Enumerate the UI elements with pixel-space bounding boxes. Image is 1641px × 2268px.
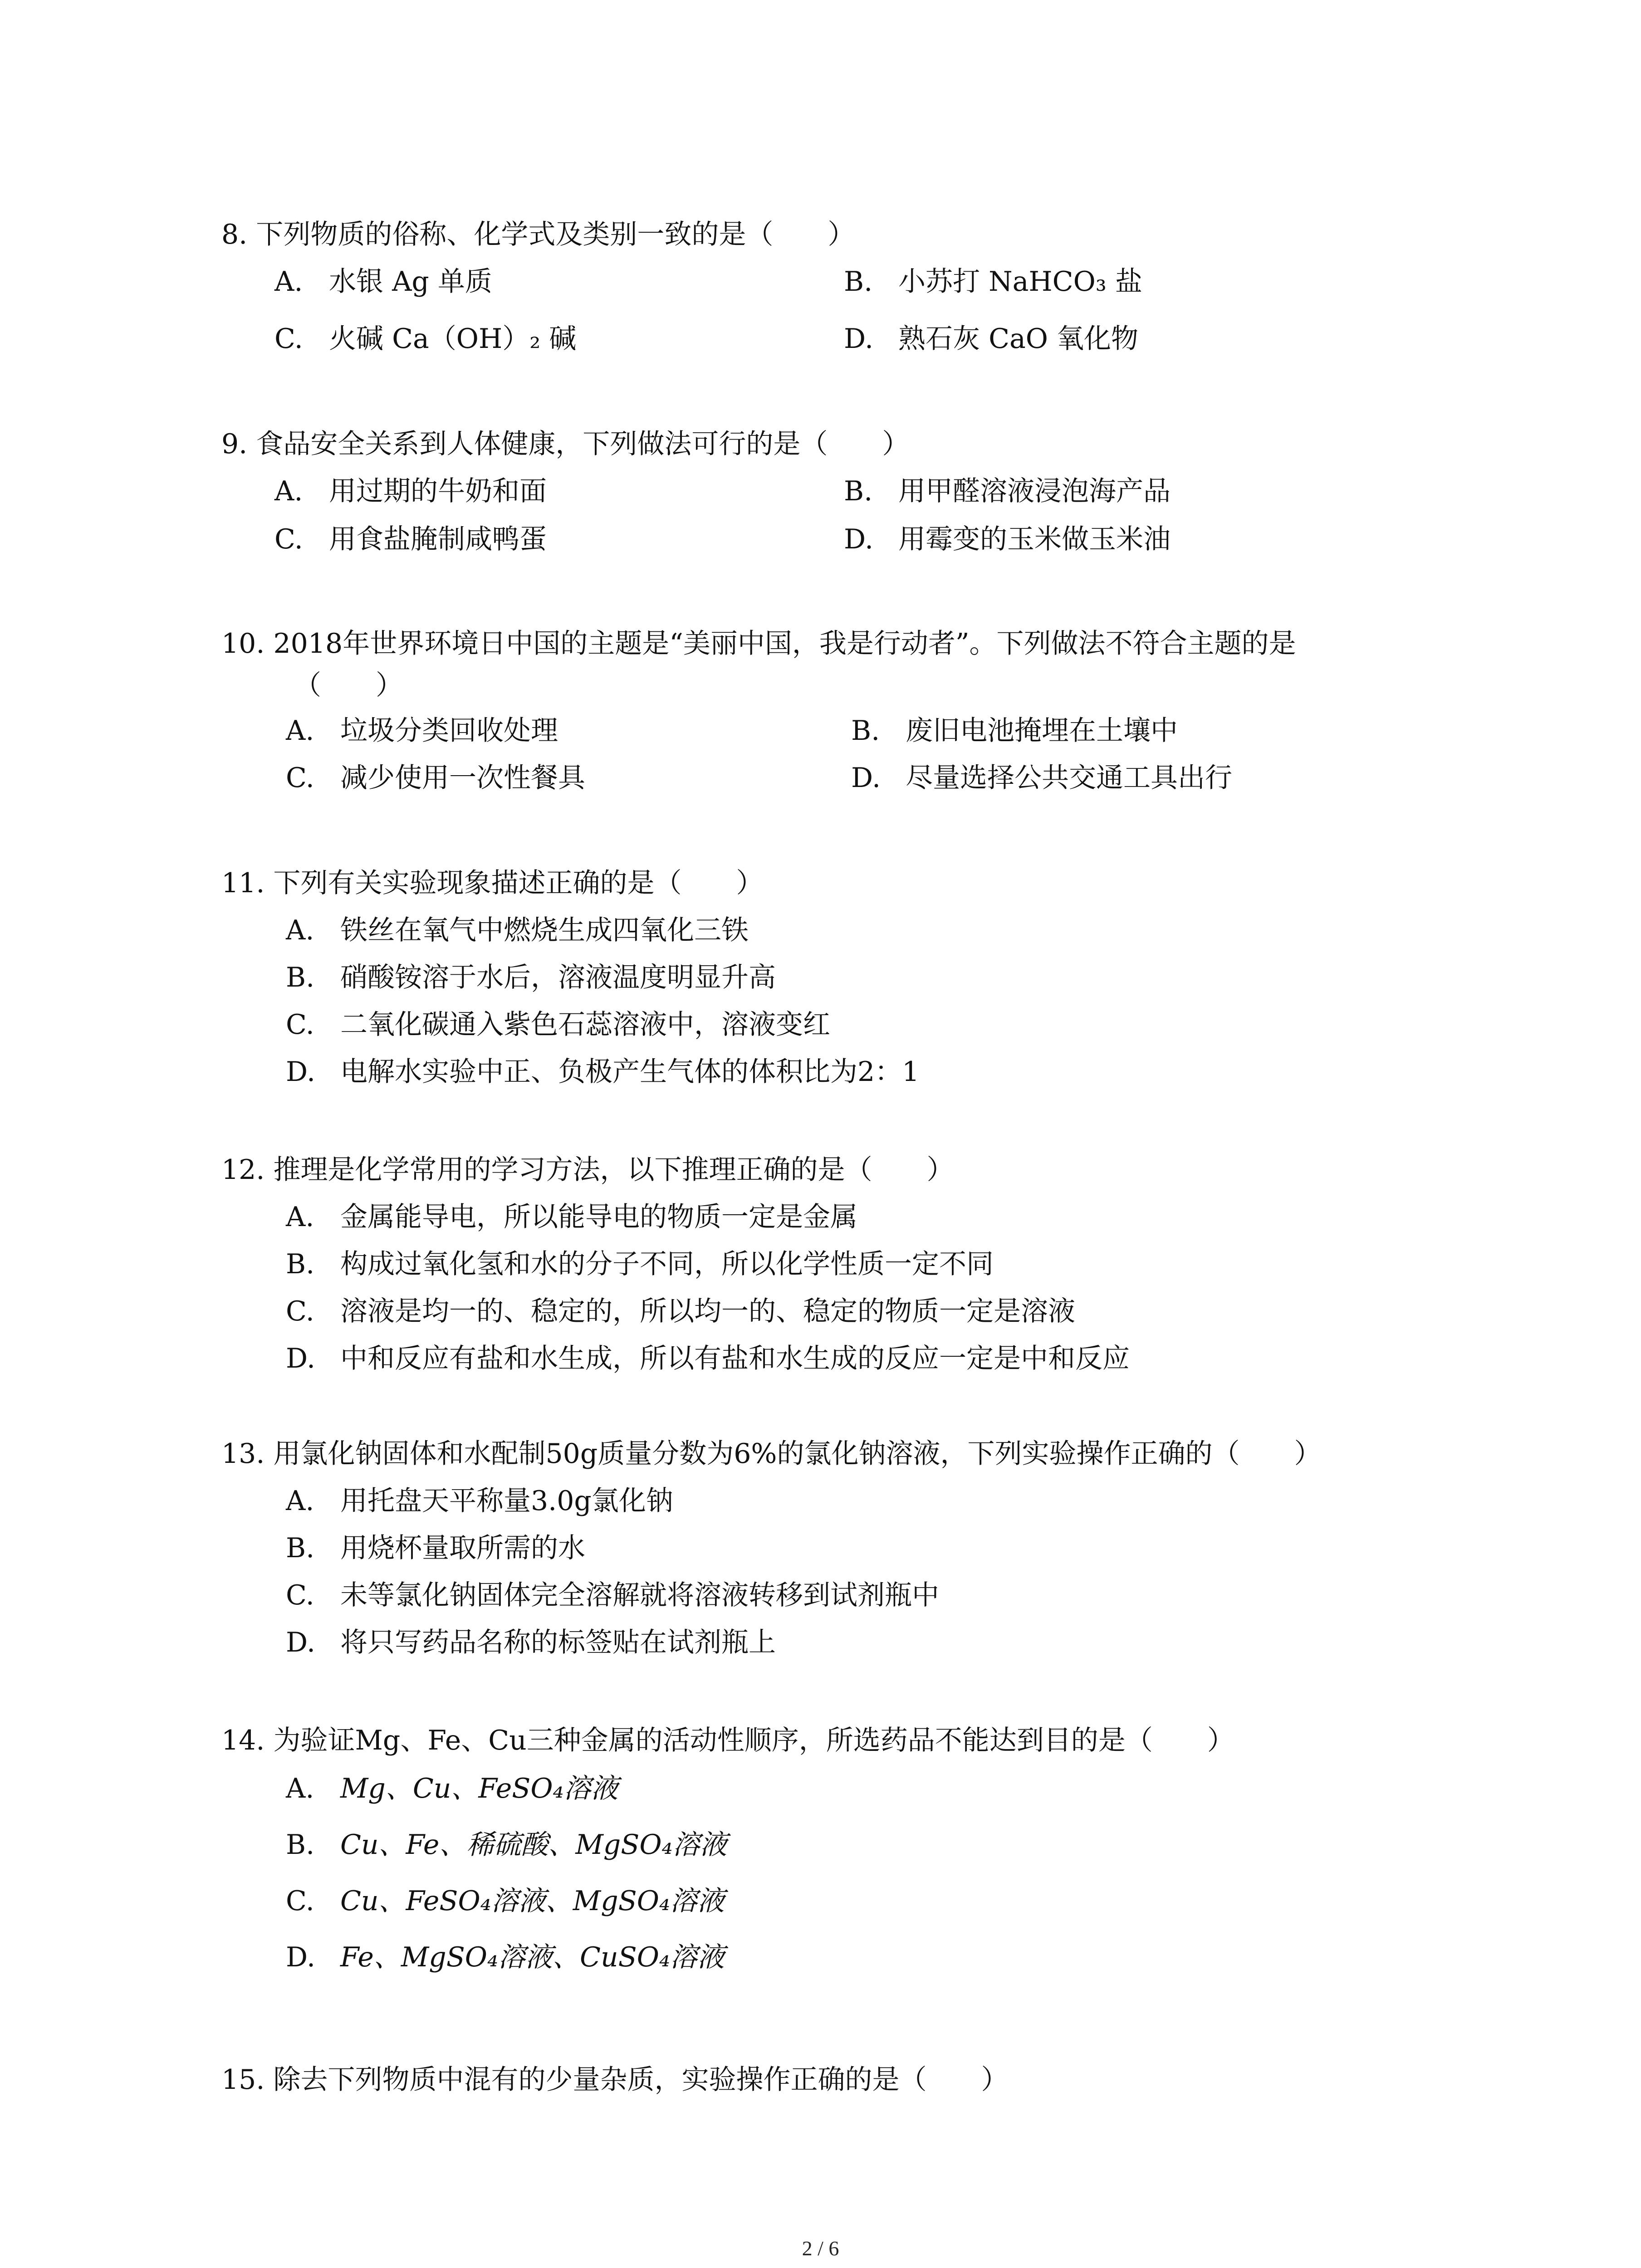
question-text: 2018年世界环境日中国的主题是“美丽中国，我是行动者”。下列做法不符合主题的是 <box>273 628 1296 660</box>
question-stem <box>221 217 855 252</box>
option-b: B. 硝酸铵溶于水后，溶液温度明显升高 <box>286 962 776 993</box>
option-a: A. 金属能导电，所以能导电的物质一定是金属 <box>286 1201 857 1233</box>
question-text: 食品安全关系到人体健康，下列做法可行的是（ ） <box>256 428 910 460</box>
option-d: D. 熟石灰 CaO 氧化物 <box>844 323 1139 355</box>
option-c: C. 未等氯化钠固体完全溶解就将溶液转移到试剂瓶中 <box>286 1579 939 1611</box>
option-c: C. Cu、FeSO₄溶液、MgSO₄溶液 <box>286 1885 725 1917</box>
question-text: 为验证Mg、Fe、Cu三种金属的活动性顺序，所选药品不能达到目的是（ ） <box>273 1725 1234 1756</box>
option-c: C. 用食盐腌制咸鸭蛋 <box>274 523 547 555</box>
question-stem <box>221 1152 954 1188</box>
question-stem-continuation: （ ） <box>294 670 403 701</box>
question-number: 11. <box>221 867 265 899</box>
question-number: 13. <box>221 1438 265 1470</box>
question-text: 推理是化学常用的学习方法，以下推理正确的是（ ） <box>273 1154 954 1186</box>
option-b: B. 废旧电池掩埋在土壤中 <box>851 715 1178 747</box>
option-b: B. 用烧杯量取所需的水 <box>286 1532 585 1564</box>
option-a: A. 水银 Ag 单质 <box>274 266 492 298</box>
question-text: 下列物质的俗称、化学式及类别一致的是（ ） <box>256 219 855 250</box>
option-a: A. 垃圾分类回收处理 <box>286 715 558 747</box>
option-d: D. 将只写药品名称的标签贴在试剂瓶上 <box>286 1627 776 1658</box>
question-number: 12. <box>221 1154 265 1186</box>
question-stem <box>221 2062 1009 2097</box>
question-text: 下列有关实验现象描述正确的是（ ） <box>273 867 764 899</box>
option-d: D. 中和反应有盐和水生成，所以有盐和水生成的反应一定是中和反应 <box>286 1343 1130 1374</box>
question-number: 9. <box>221 428 248 460</box>
question-number: 15. <box>221 2064 265 2096</box>
option-b: B. 小苏打 NaHCO₃ 盐 <box>844 266 1142 298</box>
option-a: A. 用过期的牛奶和面 <box>274 475 547 507</box>
question-stem <box>221 626 1296 661</box>
page-indicator: 2 / 6 <box>802 2237 839 2260</box>
option-d: D. Fe、MgSO₄溶液、CuSO₄溶液 <box>286 1941 725 1973</box>
option-d: D. 用霉变的玉米做玉米油 <box>844 523 1171 555</box>
option-c: C. 二氧化碳通入紫色石蕊溶液中，溶液变红 <box>286 1009 830 1041</box>
question-number: 10. <box>221 628 265 660</box>
question-number: 8. <box>221 219 248 250</box>
question-number: 14. <box>221 1725 265 1756</box>
option-b: B. 构成过氧化氢和水的分子不同，所以化学性质一定不同 <box>286 1248 994 1280</box>
question-stem <box>221 865 764 901</box>
option-c: C. 减少使用一次性餐具 <box>286 762 585 794</box>
question-text: 用氯化钠固体和水配制50g质量分数为6%的氯化钠溶液，下列实验操作正确的（ ） <box>273 1438 1322 1470</box>
option-a: A. Mg、Cu、FeSO₄溶液 <box>286 1773 618 1804</box>
option-b: B. Cu、Fe、稀硫酸、MgSO₄溶液 <box>286 1829 727 1861</box>
option-c: C. 溶液是均一的、稳定的，所以均一的、稳定的物质一定是溶液 <box>286 1295 1075 1327</box>
question-stem <box>221 426 909 462</box>
option-c: C. 火碱 Ca（OH）₂ 碱 <box>274 323 577 355</box>
option-d: D. 电解水实验中正、负极产生气体的体积比为2：1 <box>286 1056 920 1088</box>
option-d: D. 尽量选择公共交通工具出行 <box>851 762 1232 794</box>
question-stem <box>221 1436 1321 1471</box>
question-text: 除去下列物质中混有的少量杂质，实验操作正确的是（ ） <box>273 2064 1009 2096</box>
option-b: B. 用甲醛溶液浸泡海产品 <box>844 475 1171 507</box>
option-a: A. 用托盘天平称量3.0g氯化钠 <box>286 1485 673 1517</box>
question-stem <box>221 1723 1234 1758</box>
option-a: A. 铁丝在氧气中燃烧生成四氧化三铁 <box>286 914 749 946</box>
